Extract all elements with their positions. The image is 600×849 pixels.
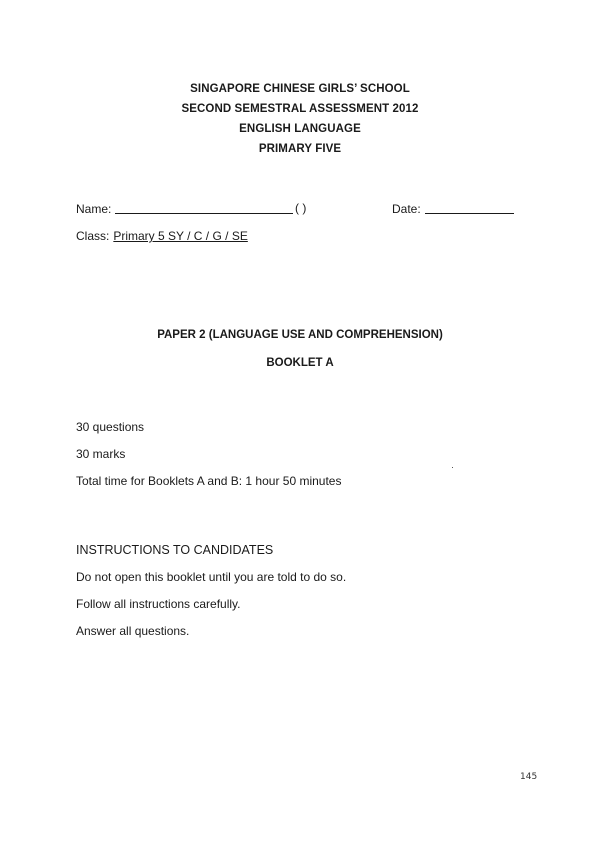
- cover-header: [0, 79, 600, 159]
- date-blank-line[interactable]: [425, 201, 514, 214]
- class-value: Primary 5 SY / C / G / SE: [113, 229, 248, 243]
- paper-section: [0, 321, 600, 377]
- level-title: PRIMARY FIVE: [258, 143, 342, 155]
- exam-info: [76, 414, 341, 495]
- subject-title: ENGLISH LANGUAGE: [239, 123, 361, 135]
- instruction-item: Do not open this booklet until you are told to do so.: [76, 570, 347, 584]
- name-label: Name:: [76, 202, 112, 216]
- name-blank-line[interactable]: [115, 201, 293, 214]
- assessment-title: SECOND SEMESTRAL ASSESSMENT 2012: [181, 103, 419, 115]
- page-number: 145: [520, 772, 538, 782]
- class-label: Class:: [76, 229, 110, 243]
- name-field: [76, 201, 293, 216]
- paper-title: PAPER 2 (LANGUAGE USE AND COMPREHENSION): [157, 329, 443, 341]
- school-name: SINGAPORE CHINESE GIRLS’ SCHOOL: [190, 83, 410, 95]
- instructions-heading: INSTRUCTIONS TO CANDIDATES: [76, 543, 274, 557]
- question-count: 30 questions: [76, 420, 145, 434]
- date-field: [392, 201, 514, 216]
- scan-speck: [452, 467, 453, 468]
- instruction-item: Answer all questions.: [76, 624, 190, 638]
- instruction-item: Follow all instructions carefully.: [76, 597, 241, 611]
- booklet-label: BOOKLET A: [266, 357, 334, 369]
- class-field: [76, 229, 248, 243]
- instructions-section: [76, 537, 346, 645]
- total-marks: 30 marks: [76, 447, 126, 461]
- date-label: Date:: [392, 202, 421, 216]
- index-number-parens: ( ): [295, 201, 307, 215]
- total-time: Total time for Booklets A and B: 1 hour 50 minutes: [76, 474, 342, 488]
